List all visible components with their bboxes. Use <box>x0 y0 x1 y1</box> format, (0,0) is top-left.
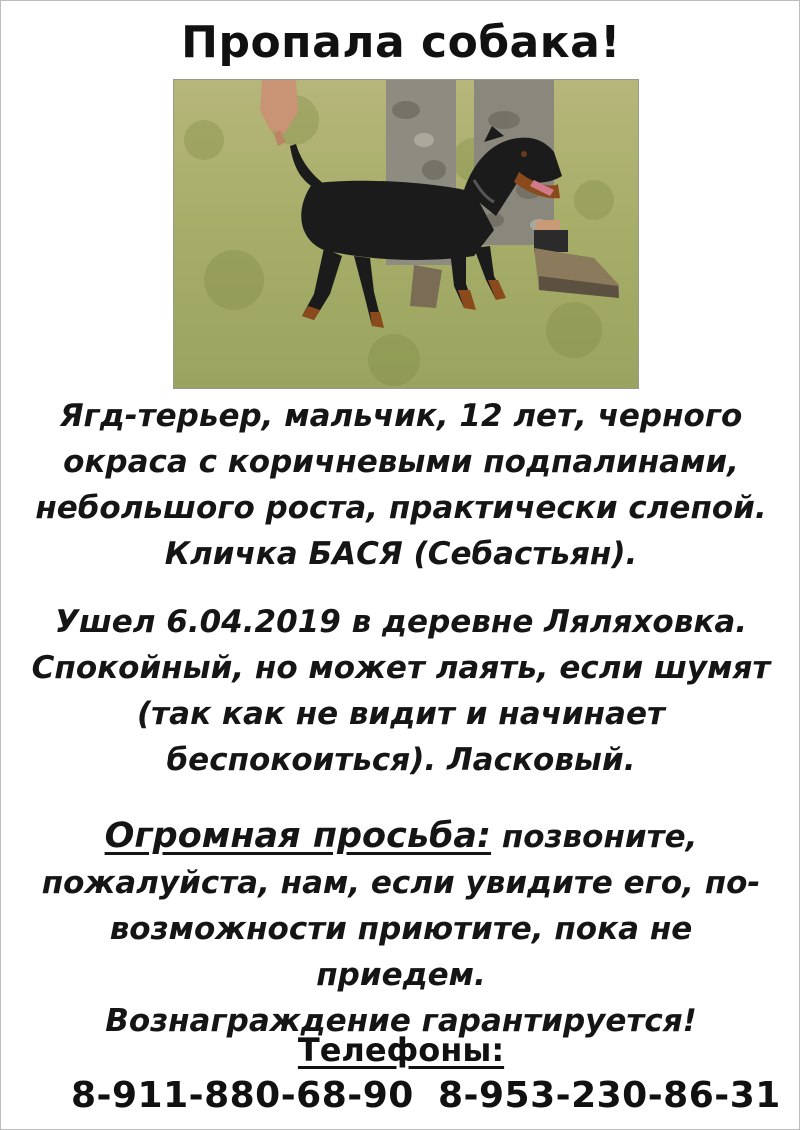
description-line: окраса с коричневыми подпалинами, <box>63 444 739 480</box>
dog-photo-illustration <box>174 80 638 388</box>
details-line: Ушел 6.04.2019 в деревне Ляляховка. <box>54 604 748 640</box>
description-line: Кличка БАСЯ (Себастьян). <box>164 536 638 572</box>
request-first-tail: позвоните, <box>491 819 698 855</box>
request-line: возможности приютите, пока не приедем. <box>109 911 693 993</box>
description-line: небольшого роста, практически слепой. <box>35 490 767 526</box>
dog-photo <box>173 79 639 389</box>
details-line: беспокоиться). Ласковый. <box>166 742 636 778</box>
request-line: пожалуйста, нам, если увидите его, по- <box>41 865 761 901</box>
dog-description <box>21 393 781 577</box>
phones-label: Телефоны: <box>297 1031 505 1069</box>
description-line: Ягд-терьер, мальчик, 12 лет, черного <box>59 398 743 434</box>
phone-number-1[interactable]: 8-911-880-68-90 <box>71 1075 414 1116</box>
request-label: Огромная просьба: <box>104 816 492 856</box>
request-first-line <box>21 813 781 860</box>
phone-number-2[interactable]: 8-953-230-86-31 <box>438 1075 781 1116</box>
poster-title: Пропала собака! <box>181 17 621 68</box>
details-line: Спокойный, но может лаять, если шумят <box>31 650 771 686</box>
request-line: Вознаграждение гарантируется! <box>105 1003 697 1039</box>
details-line: (так как не видит и начинает <box>137 696 665 732</box>
request-block <box>21 813 781 1044</box>
loss-details <box>21 599 781 783</box>
